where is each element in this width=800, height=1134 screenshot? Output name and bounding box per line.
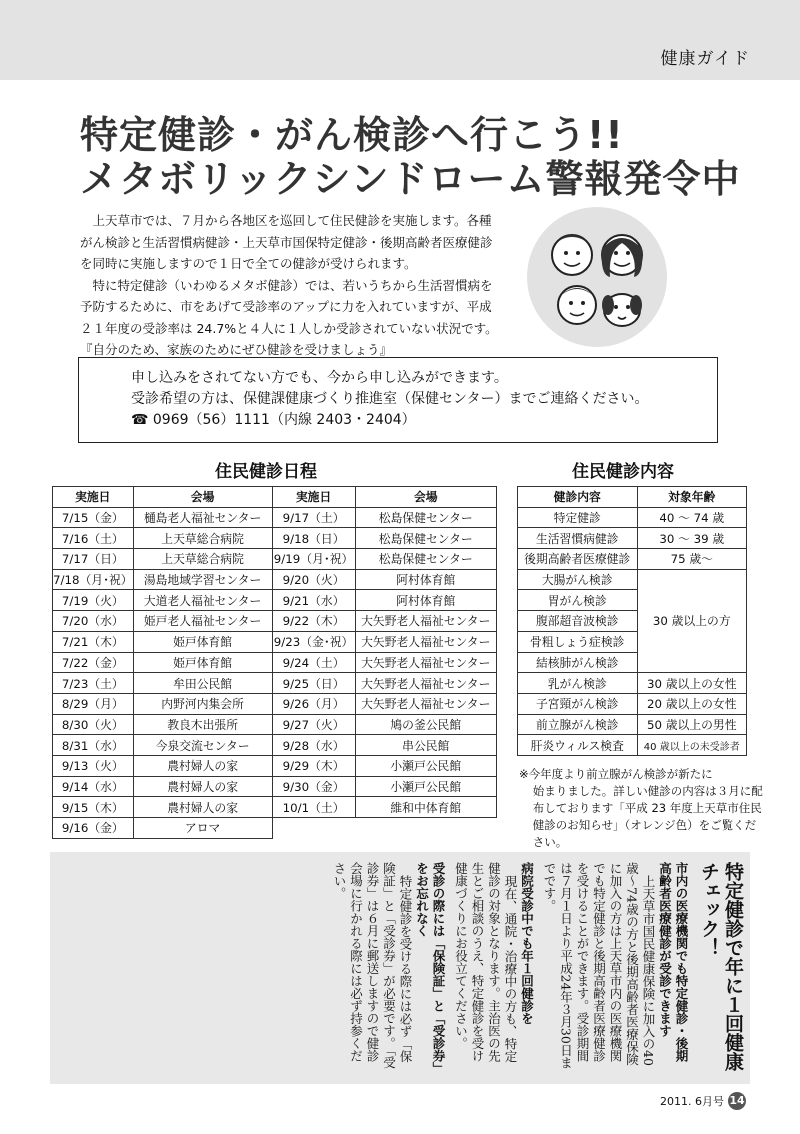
exam-cell: 乳がん検診 [518,673,638,694]
date-cell: 8/29（月） [53,693,134,714]
checkup-paragraph-3: 特定健診を受ける際には必ず「保険証」と「受診券」が必要です。「受診券」は６月に郵送しますので健診会場に行かれる際には必ず持参ください。 [332,862,413,1069]
schedule-body [53,507,497,838]
schedule-row [53,528,497,549]
date-cell: 9/23（金･祝） [272,631,355,652]
checkup-heading: 特定健診で年に１回健康チェック！ [698,862,744,1071]
age-cell: 75 歳～ [637,549,747,570]
content-row [518,507,747,528]
checkup-paragraph-2: 現在、通院・治療中の方も、特定健診の対象となります。主治医の先生とご相談のうえ、特定健診を受け健康づくりにお役立てください。 [453,862,518,1062]
venue-cell: 松島保健センター [355,549,496,570]
venue-cell: 農村婦人の家 [133,797,272,818]
application-notice [78,357,718,443]
date-cell: 9/26（月） [272,693,355,714]
venue-cell: 串公民館 [355,735,496,756]
date-cell: 7/17（日） [53,549,134,570]
exam-cell: 前立腺がん検診 [518,714,638,735]
date-cell: 9/18（日） [272,528,355,549]
schedule-row [53,507,497,528]
date-cell: 7/21（木） [53,631,134,652]
date-cell: 9/21（水） [272,590,355,611]
venue-cell: 農村婦人の家 [133,776,272,797]
intro-paragraph-1: 上天草市では、７月から各地区を巡回して住民健診を実施します。各種がん検診と生活習慣病健診・上天草市国保特定健診・後期高齢者医療健診を同時に実施しますので１日で全ての健診が受けられます。 [80,213,493,271]
content-row [518,549,747,570]
date-cell: 7/16（土） [53,528,134,549]
content-row [518,735,747,756]
date-cell: 9/29（木） [272,755,355,776]
content-row [518,528,747,549]
note-detail: 始まりました。詳しい健診の内容は３月に配布しております「平成 23 年度上天草市住民健診のお知らせ」（オレンジ色）をご覧ください。 [532,784,763,849]
date-cell: 9/13（火） [53,755,134,776]
venue-cell: 大矢野老人福祉センター [355,631,496,652]
header-age: 対象年齢 [637,487,747,508]
schedule-header-row [53,487,497,508]
schedule-row [53,549,497,570]
date-cell: 9/24（土） [272,652,355,673]
date-cell: 9/19（月･祝） [272,549,355,570]
age-cell: 30 歳以上の方 [637,569,747,672]
content-table [517,486,747,756]
age-cell: 30 ～ 39 歳 [637,528,747,549]
page-footer [660,1092,746,1110]
note-line-1: ※今年度より前立腺がん検診が新たに [519,767,713,781]
schedule-row [53,735,497,756]
checkup-paragraph-1: 上天草市国民健康保険に加入の40歳～74歳の方と後期高齢者医療保険に加入の方は上天草市内の医療機関でも特定健診と後期高齢者医療健診を受けることができます。受診期間は７月１日より平成24年３月30日までです。 [542,862,656,1069]
header-date: 実施日 [272,487,355,508]
exam-cell: 特定健診 [518,507,638,528]
exam-cell: 肝炎ウィルス検査 [518,735,638,756]
notice-line-2: 受診希望の方は、保健課健康づくり推進室（保健センター）までご連絡ください。 [131,391,649,407]
date-cell: 7/18（月･祝） [53,569,134,590]
venue-cell: 湯島地域学習センター [133,569,272,590]
content-row [518,714,747,735]
venue-cell: 阿村体育館 [355,569,496,590]
schedule-row [53,797,497,818]
schedule-row [53,755,497,776]
content-title: 住民健診内容 [572,462,674,482]
date-cell: 7/20（水） [53,611,134,632]
header-venue: 会場 [133,487,272,508]
age-cell: 40 ～ 74 歳 [637,507,747,528]
venue-cell: アロマ [133,818,272,839]
venue-cell: 維和中体育館 [355,797,496,818]
exam-cell: 生活習慣病健診 [518,528,638,549]
venue-cell: 阿村体育館 [355,590,496,611]
venue-cell: 今泉交流センター [133,735,272,756]
venue-cell: 松島保健センター [355,507,496,528]
age-cell: 20 歳以上の女性 [637,693,747,714]
date-cell: 7/22（金） [53,652,134,673]
notice-line-1: 申し込みをされてない方でも、今から申し込みができます。 [131,370,508,386]
date-cell: 7/23（土） [53,673,134,694]
date-cell: 9/14（水） [53,776,134,797]
venue-cell: 大矢野老人福祉センター [355,693,496,714]
venue-cell: 内野河内集会所 [133,693,272,714]
prostate-note [519,766,764,851]
schedule-row [53,611,497,632]
venue-cell: 姫戸体育館 [133,631,272,652]
content-row [518,569,747,590]
venue-cell: 上天草総合病院 [133,528,272,549]
schedule-row [53,652,497,673]
exam-cell: 骨粗しょう症検診 [518,631,638,652]
schedule-row [53,776,497,797]
date-cell: 8/30（火） [53,714,134,735]
venue-cell: 樋島老人福祉センター [133,507,272,528]
date-cell: 9/20（火） [272,569,355,590]
date-cell: 9/16（金） [53,818,134,839]
content-body [518,507,747,755]
content-header-row [518,487,747,508]
schedule-row [53,818,497,839]
date-cell: 9/27（火） [272,714,355,735]
venue-cell: 大矢野老人福祉センター [355,673,496,694]
page-number: 14 [728,1092,746,1110]
venue-cell: 大矢野老人福祉センター [355,652,496,673]
notice-phone: ☎ 0969（56）1111（内線 2403・2404） [131,412,416,428]
schedule-row [53,569,497,590]
age-cell: 30 歳以上の女性 [637,673,747,694]
header-exam: 健診内容 [518,487,638,508]
venue-cell: 教良木出張所 [133,714,272,735]
schedule-title: 住民健診日程 [215,462,317,482]
date-cell: 9/17（土） [272,507,355,528]
checkup-subheading-2: 病院受診中でも年１回健診を [519,862,535,1025]
checkup-vertical-text [90,862,745,1074]
exam-cell: 腹部超音波検診 [518,611,638,632]
intro-text [80,210,500,361]
exam-cell: 後期高齢者医療健診 [518,549,638,570]
age-cell: 50 歳以上の男性 [637,714,747,735]
exam-cell: 大腸がん検診 [518,569,638,590]
main-title-line2: メタボリックシンドローム警報発令中 [80,157,741,201]
content-row [518,693,747,714]
family-illustration [522,205,672,353]
checkup-subheading-1: 市内の医療機関でも特定健診・後期高齢者医療健診が受診できます [657,862,689,1062]
venue-cell: 小瀬戸公民館 [355,755,496,776]
date-cell: 8/31（水） [53,735,134,756]
checkup-subheading-3: 受診の際には「保険証」と「受診券」をお忘れなく [414,862,446,1069]
schedule-row [53,693,497,714]
venue-cell: 鳩の釜公民館 [355,714,496,735]
schedule-row [53,631,497,652]
content-row [518,673,747,694]
intro-paragraph-2: 特に特定健診（いわゆるメタボ健診）では、若いうちから生活習慣病を予防するために、市をあげて受診率のアップに力を入れていますが、平成２１年度の受診率は 24.7%と４人に１人しか受診されていない状況です。『自分のため、家族のためにぜひ健診を受けましょう』 [80,277,498,357]
venue-cell: 大矢野老人福祉センター [355,611,496,632]
date-cell: 10/1（土） [272,797,355,818]
exam-cell: 子宮頸がん検診 [518,693,638,714]
schedule-row [53,673,497,694]
schedule-row [53,714,497,735]
exam-cell: 胃がん検診 [518,590,638,611]
venue-cell: 小瀬戸公民館 [355,776,496,797]
date-cell: 9/28（水） [272,735,355,756]
schedule-table [52,486,497,839]
age-cell: 40 歳以上の未受診者 [637,735,747,756]
date-cell: 9/22（木） [272,611,355,632]
venue-cell: 松島保健センター [355,528,496,549]
venue-cell: 上天草総合病院 [133,549,272,570]
main-title-line1: 特定健診・がん検診へ行こう!! [80,113,624,157]
venue-cell: 牟田公民館 [133,673,272,694]
date-cell: 7/19（火） [53,590,134,611]
venue-cell: 姫戸老人福祉センター [133,611,272,632]
schedule-row [53,590,497,611]
venue-cell: 農村婦人の家 [133,755,272,776]
date-cell: 9/30（金） [272,776,355,797]
header-date: 実施日 [53,487,134,508]
date-cell: 9/25（日） [272,673,355,694]
section-label: 健康ガイド [660,49,750,69]
header-venue: 会場 [355,487,496,508]
venue-cell: 姫戸体育館 [133,652,272,673]
date-cell: 7/15（金） [53,507,134,528]
date-cell: 9/15（木） [53,797,134,818]
venue-cell: 大道老人福祉センター [133,590,272,611]
exam-cell: 結核肺がん検診 [518,652,638,673]
issue-label: 2011. 6月号 [660,1095,724,1108]
